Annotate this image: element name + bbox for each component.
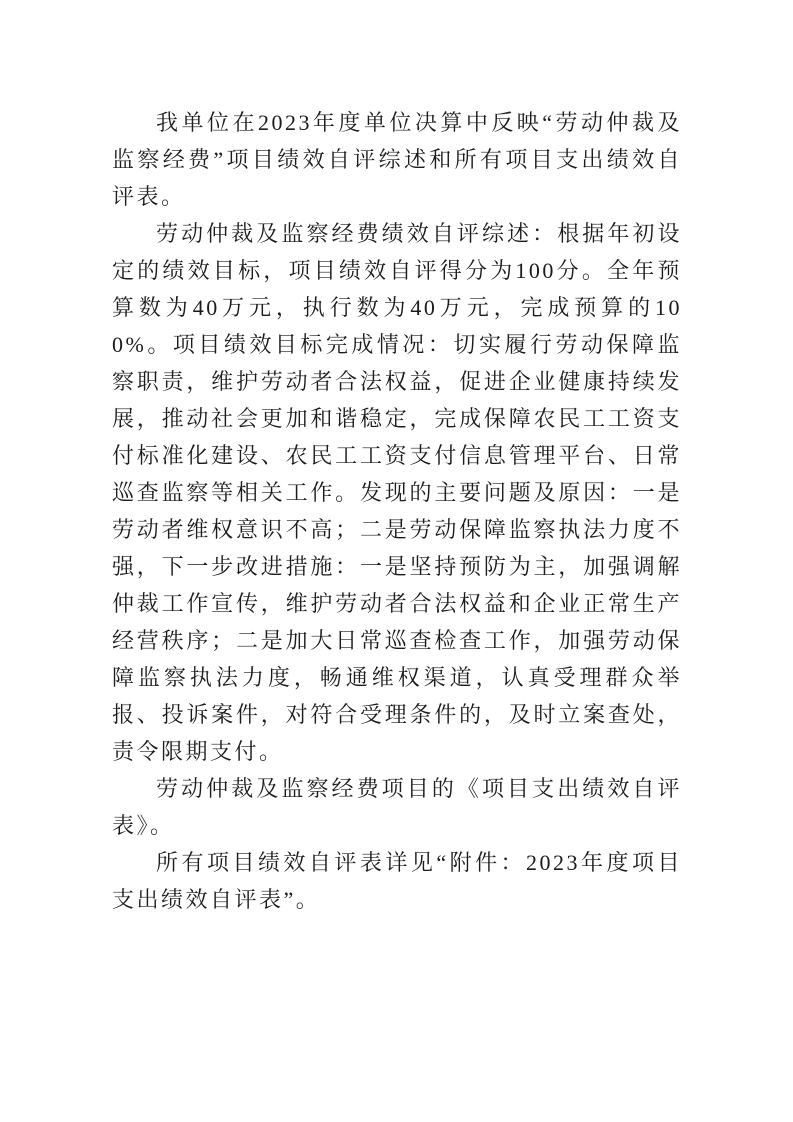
document-body [112,104,682,918]
paragraph-self-evaluation-summary: 劳动仲裁及监察经费绩效自评综述：根据年初设定的绩效目标，项目绩效自评得分为100分。全年预算数为40万元，执行数为40万元，完成预算的100%。项目绩效目标完成情况：切实履行劳动保障监察职责，维护劳动者合法权益，促进企业健康持续发展，推动社会更加和谐稳定，完成保障农民工工资支付标准化建设、农民工工资支付信息管理平台、日常巡查监察等相关工作。发现的主要问题及原因：一是劳动者维权意识不高；二是劳动保障监察执法力度不强，下一步改进措施：一是坚持预防为主，加强调解仲裁工作宣传，维护劳动者合法权益和企业正常生产经营秩序；二是加大日常巡查检查工作，加强劳动保障监察执法力度，畅通维权渠道，认真受理群众举报、投诉案件，对符合受理条件的，及时立案查处，责令限期支付。 [112,221,682,764]
paragraph-intro: 我单位在2023年度单位决算中反映“劳动仲裁及监察经费”项目绩效自评综述和所有项目支出绩效自评表。 [112,110,682,209]
paragraph-project-table-reference: 劳动仲裁及监察经费项目的《项目支出绩效自评表》。 [112,776,682,838]
paragraph-attachment-reference: 所有项目绩效自评表详见“附件：2023年度项目支出绩效自评表”。 [112,850,682,912]
